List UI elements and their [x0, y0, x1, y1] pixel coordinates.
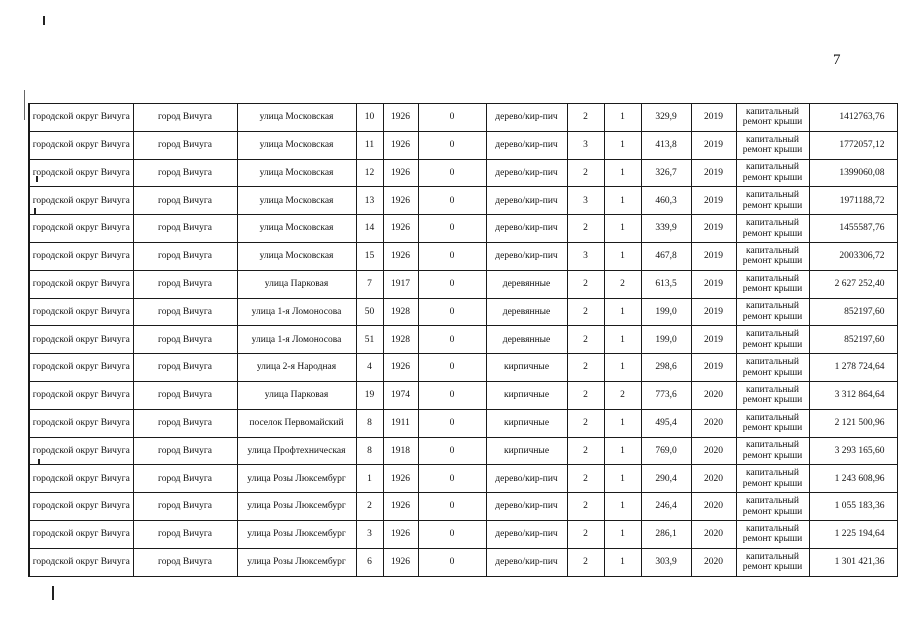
cell-cost: 2003306,72: [809, 242, 897, 270]
cell-wall-material: кирпичные: [486, 409, 567, 437]
cell-cost: 1399060,08: [809, 159, 897, 187]
cell-entrances: 1: [604, 493, 641, 521]
cell-house-number: 15: [356, 242, 383, 270]
cell-house-number: 12: [356, 159, 383, 187]
cell-cost: 1 055 183,36: [809, 493, 897, 521]
cell-entrances: 1: [604, 465, 641, 493]
cell-street: улица Московская: [237, 104, 356, 132]
cell-city: город Вичуга: [133, 326, 237, 354]
table-row: [29, 326, 897, 354]
cell-value: 0: [418, 215, 486, 243]
cell-city: город Вичуга: [133, 548, 237, 576]
cell-plan-year: 2020: [691, 409, 736, 437]
cell-floors: 2: [567, 104, 604, 132]
cell-work-type: капитальный ремонт крыши: [736, 381, 809, 409]
cell-work-type: капитальный ремонт крыши: [736, 131, 809, 159]
cell-floors: 2: [567, 381, 604, 409]
cell-work-type: капитальный ремонт крыши: [736, 548, 809, 576]
cell-area: 413,8: [641, 131, 691, 159]
cell-house-number: 3: [356, 520, 383, 548]
cell-city: город Вичуга: [133, 354, 237, 382]
cell-build-year: 1926: [383, 548, 418, 576]
cell-street: улица Московская: [237, 242, 356, 270]
cell-street: улица Московская: [237, 215, 356, 243]
cell-wall-material: дерево/кир-пич: [486, 520, 567, 548]
cell-city: город Вичуга: [133, 131, 237, 159]
cell-entrances: 1: [604, 104, 641, 132]
cell-cost: 852197,60: [809, 326, 897, 354]
cell-district: городской округ Вичуга: [29, 187, 133, 215]
cell-floors: 2: [567, 270, 604, 298]
cell-area: 199,0: [641, 326, 691, 354]
cell-street: улица Розы Люксембург: [237, 520, 356, 548]
cell-city: город Вичуга: [133, 437, 237, 465]
cell-plan-year: 2020: [691, 493, 736, 521]
cell-build-year: 1911: [383, 409, 418, 437]
cell-floors: 2: [567, 298, 604, 326]
cell-build-year: 1928: [383, 298, 418, 326]
cell-entrances: 1: [604, 520, 641, 548]
cell-street: улица 2-я Народная: [237, 354, 356, 382]
cell-cost: 1772057,12: [809, 131, 897, 159]
cell-district: городской округ Вичуга: [29, 104, 133, 132]
cell-house-number: 14: [356, 215, 383, 243]
cell-value: 0: [418, 131, 486, 159]
cell-street: улица Парковая: [237, 270, 356, 298]
cell-plan-year: 2019: [691, 215, 736, 243]
cell-value: 0: [418, 548, 486, 576]
cell-entrances: 1: [604, 354, 641, 382]
table-row: [29, 187, 897, 215]
cell-value: 0: [418, 298, 486, 326]
cell-floors: 3: [567, 131, 604, 159]
cell-wall-material: кирпичные: [486, 381, 567, 409]
cell-floors: 2: [567, 354, 604, 382]
cell-city: город Вичуга: [133, 270, 237, 298]
cell-district: городской округ Вичуга: [29, 409, 133, 437]
cell-street: поселок Первомайский: [237, 409, 356, 437]
table-row: [29, 242, 897, 270]
cell-build-year: 1926: [383, 159, 418, 187]
cell-entrances: 1: [604, 409, 641, 437]
cell-work-type: капитальный ремонт крыши: [736, 104, 809, 132]
cell-cost: 3 312 864,64: [809, 381, 897, 409]
cell-area: 303,9: [641, 548, 691, 576]
cell-cost: 1455587,76: [809, 215, 897, 243]
cell-wall-material: дерево/кир-пич: [486, 131, 567, 159]
cell-plan-year: 2019: [691, 270, 736, 298]
cell-city: город Вичуга: [133, 104, 237, 132]
table-row: [29, 381, 897, 409]
cell-cost: 1 243 608,96: [809, 465, 897, 493]
cell-wall-material: дерево/кир-пич: [486, 465, 567, 493]
table-row: [29, 104, 897, 132]
cell-city: город Вичуга: [133, 298, 237, 326]
cell-floors: 2: [567, 548, 604, 576]
table-row: [29, 298, 897, 326]
cell-house-number: 1: [356, 465, 383, 493]
cell-cost: 2 627 252,40: [809, 270, 897, 298]
cell-city: город Вичуга: [133, 187, 237, 215]
cell-plan-year: 2020: [691, 548, 736, 576]
cell-street: улица 1-я Ломоносова: [237, 298, 356, 326]
cell-district: городской округ Вичуга: [29, 520, 133, 548]
cell-plan-year: 2019: [691, 326, 736, 354]
cell-district: городской округ Вичуга: [29, 242, 133, 270]
cell-house-number: 8: [356, 409, 383, 437]
cell-floors: 2: [567, 215, 604, 243]
cell-area: 495,4: [641, 409, 691, 437]
cell-cost: 1 278 724,64: [809, 354, 897, 382]
cell-street: улица Розы Люксембург: [237, 548, 356, 576]
cell-entrances: 2: [604, 381, 641, 409]
cell-house-number: 13: [356, 187, 383, 215]
cell-city: город Вичуга: [133, 215, 237, 243]
cell-house-number: 4: [356, 354, 383, 382]
cell-city: город Вичуга: [133, 409, 237, 437]
cell-build-year: 1926: [383, 104, 418, 132]
cell-plan-year: 2019: [691, 159, 736, 187]
cell-work-type: капитальный ремонт крыши: [736, 437, 809, 465]
table-row: [29, 493, 897, 521]
cell-district: городской округ Вичуга: [29, 131, 133, 159]
cell-work-type: капитальный ремонт крыши: [736, 465, 809, 493]
cell-district: городской округ Вичуга: [29, 270, 133, 298]
cell-area: 298,6: [641, 354, 691, 382]
cell-work-type: капитальный ремонт крыши: [736, 298, 809, 326]
cell-value: 0: [418, 104, 486, 132]
cell-build-year: 1926: [383, 242, 418, 270]
cell-floors: 3: [567, 242, 604, 270]
cell-entrances: 1: [604, 326, 641, 354]
cell-floors: 2: [567, 520, 604, 548]
cell-value: 0: [418, 270, 486, 298]
table-row: [29, 437, 897, 465]
cell-district: городской округ Вичуга: [29, 493, 133, 521]
cell-work-type: капитальный ремонт крыши: [736, 215, 809, 243]
cell-entrances: 1: [604, 437, 641, 465]
cell-plan-year: 2019: [691, 187, 736, 215]
table-row: [29, 409, 897, 437]
cell-entrances: 1: [604, 298, 641, 326]
cell-floors: 3: [567, 187, 604, 215]
cell-area: 199,0: [641, 298, 691, 326]
cell-street: улица Парковая: [237, 381, 356, 409]
cell-entrances: 1: [604, 548, 641, 576]
table-row: [29, 159, 897, 187]
cell-plan-year: 2020: [691, 520, 736, 548]
cell-city: город Вичуга: [133, 465, 237, 493]
cell-street: улица Московская: [237, 131, 356, 159]
cell-work-type: капитальный ремонт крыши: [736, 354, 809, 382]
cell-area: 290,4: [641, 465, 691, 493]
cell-street: улица Розы Люксембург: [237, 465, 356, 493]
cell-cost: 1412763,76: [809, 104, 897, 132]
cell-build-year: 1926: [383, 131, 418, 159]
table-row: [29, 131, 897, 159]
cell-house-number: 6: [356, 548, 383, 576]
cell-wall-material: кирпичные: [486, 354, 567, 382]
cell-build-year: 1917: [383, 270, 418, 298]
cell-area: 246,4: [641, 493, 691, 521]
cell-cost: 1971188,72: [809, 187, 897, 215]
cell-house-number: 50: [356, 298, 383, 326]
cell-value: 0: [418, 187, 486, 215]
cell-wall-material: дерево/кир-пич: [486, 493, 567, 521]
table-row: [29, 215, 897, 243]
cell-work-type: капитальный ремонт крыши: [736, 520, 809, 548]
cell-plan-year: 2020: [691, 437, 736, 465]
cell-street: улица Московская: [237, 187, 356, 215]
page-number: 7: [833, 52, 841, 68]
cell-house-number: 10: [356, 104, 383, 132]
cell-plan-year: 2019: [691, 104, 736, 132]
scan-artifact: [43, 16, 45, 25]
cell-house-number: 19: [356, 381, 383, 409]
cell-floors: 2: [567, 326, 604, 354]
cell-city: город Вичуга: [133, 520, 237, 548]
table-row: [29, 354, 897, 382]
cell-street: улица Розы Люксембург: [237, 493, 356, 521]
cell-floors: 2: [567, 159, 604, 187]
cell-plan-year: 2020: [691, 465, 736, 493]
cell-entrances: 1: [604, 215, 641, 243]
cell-value: 0: [418, 354, 486, 382]
cell-area: 329,9: [641, 104, 691, 132]
cell-wall-material: деревянные: [486, 270, 567, 298]
cell-work-type: капитальный ремонт крыши: [736, 493, 809, 521]
cell-entrances: 1: [604, 242, 641, 270]
cell-house-number: 8: [356, 437, 383, 465]
cell-area: 326,7: [641, 159, 691, 187]
cell-cost: 1 301 421,36: [809, 548, 897, 576]
cell-cost: 1 225 194,64: [809, 520, 897, 548]
cell-work-type: капитальный ремонт крыши: [736, 159, 809, 187]
cell-city: город Вичуга: [133, 381, 237, 409]
cell-wall-material: дерево/кир-пич: [486, 215, 567, 243]
table-row: [29, 520, 897, 548]
cell-value: 0: [418, 437, 486, 465]
cell-entrances: 1: [604, 187, 641, 215]
cell-wall-material: кирпичные: [486, 437, 567, 465]
cell-house-number: 2: [356, 493, 383, 521]
cell-floors: 2: [567, 437, 604, 465]
cell-work-type: капитальный ремонт крыши: [736, 187, 809, 215]
cell-area: 769,0: [641, 437, 691, 465]
cell-district: городской округ Вичуга: [29, 381, 133, 409]
cell-work-type: капитальный ремонт крыши: [736, 326, 809, 354]
cell-value: 0: [418, 159, 486, 187]
cell-build-year: 1926: [383, 354, 418, 382]
cell-cost: 3 293 165,60: [809, 437, 897, 465]
cell-area: 613,5: [641, 270, 691, 298]
table-row: [29, 548, 897, 576]
cell-area: 773,6: [641, 381, 691, 409]
cell-plan-year: 2019: [691, 242, 736, 270]
cell-work-type: капитальный ремонт крыши: [736, 409, 809, 437]
cell-wall-material: дерево/кир-пич: [486, 159, 567, 187]
cell-value: 0: [418, 520, 486, 548]
cell-city: город Вичуга: [133, 159, 237, 187]
cell-floors: 2: [567, 493, 604, 521]
cell-area: 339,9: [641, 215, 691, 243]
cell-value: 0: [418, 409, 486, 437]
cell-work-type: капитальный ремонт крыши: [736, 270, 809, 298]
cell-street: улица Профтехническая: [237, 437, 356, 465]
cell-house-number: 51: [356, 326, 383, 354]
cell-street: улица 1-я Ломоносова: [237, 326, 356, 354]
cell-district: городской округ Вичуга: [29, 298, 133, 326]
cell-city: город Вичуга: [133, 493, 237, 521]
cell-build-year: 1926: [383, 493, 418, 521]
cell-entrances: 1: [604, 131, 641, 159]
cell-floors: 2: [567, 465, 604, 493]
cell-district: городской округ Вичуга: [29, 465, 133, 493]
cell-value: 0: [418, 493, 486, 521]
cell-wall-material: деревянные: [486, 326, 567, 354]
cell-work-type: капитальный ремонт крыши: [736, 242, 809, 270]
cell-district: городской округ Вичуга: [29, 548, 133, 576]
cell-wall-material: деревянные: [486, 298, 567, 326]
scan-artifact: [24, 90, 25, 120]
cell-plan-year: 2019: [691, 298, 736, 326]
cell-area: 467,8: [641, 242, 691, 270]
table-body: [29, 104, 897, 577]
cell-floors: 2: [567, 409, 604, 437]
cell-house-number: 11: [356, 131, 383, 159]
cell-build-year: 1926: [383, 465, 418, 493]
cell-city: город Вичуга: [133, 242, 237, 270]
cell-build-year: 1974: [383, 381, 418, 409]
housing-repair-table: [28, 103, 898, 577]
cell-cost: 852197,60: [809, 298, 897, 326]
cell-wall-material: дерево/кир-пич: [486, 242, 567, 270]
cell-entrances: 1: [604, 159, 641, 187]
scan-artifact: [52, 586, 54, 600]
cell-wall-material: дерево/кир-пич: [486, 548, 567, 576]
table-row: [29, 270, 897, 298]
cell-wall-material: дерево/кир-пич: [486, 104, 567, 132]
table-row: [29, 465, 897, 493]
cell-build-year: 1926: [383, 187, 418, 215]
cell-value: 0: [418, 326, 486, 354]
cell-plan-year: 2020: [691, 381, 736, 409]
cell-value: 0: [418, 242, 486, 270]
cell-street: улица Московская: [237, 159, 356, 187]
cell-district: городской округ Вичуга: [29, 354, 133, 382]
cell-area: 460,3: [641, 187, 691, 215]
cell-build-year: 1926: [383, 520, 418, 548]
cell-build-year: 1918: [383, 437, 418, 465]
cell-entrances: 2: [604, 270, 641, 298]
cell-house-number: 7: [356, 270, 383, 298]
cell-cost: 2 121 500,96: [809, 409, 897, 437]
cell-build-year: 1926: [383, 215, 418, 243]
cell-plan-year: 2019: [691, 354, 736, 382]
cell-build-year: 1928: [383, 326, 418, 354]
cell-value: 0: [418, 465, 486, 493]
cell-value: 0: [418, 381, 486, 409]
cell-wall-material: дерево/кир-пич: [486, 187, 567, 215]
cell-district: городской округ Вичуга: [29, 437, 133, 465]
cell-plan-year: 2019: [691, 131, 736, 159]
cell-district: городской округ Вичуга: [29, 159, 133, 187]
cell-area: 286,1: [641, 520, 691, 548]
cell-district: городской округ Вичуга: [29, 215, 133, 243]
cell-district: городской округ Вичуга: [29, 326, 133, 354]
